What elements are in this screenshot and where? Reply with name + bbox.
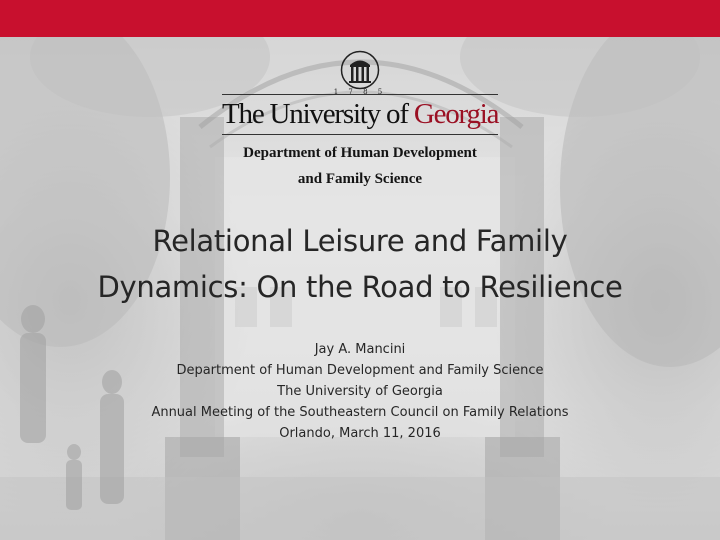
title-line-2: Dynamics: On the Road to Resilience [97, 270, 623, 304]
arch-icon [340, 50, 380, 90]
presenter-university: The University of Georgia [277, 384, 443, 399]
department-line-2: and Family Science [297, 171, 423, 187]
university-logo [222, 50, 498, 140]
logo-rule-bottom [222, 134, 498, 135]
event-name: Annual Meeting of the Southeastern Council on Family Relations [151, 405, 569, 420]
event-place-date: Orlando, March 11, 2016 [279, 426, 441, 441]
title-line-1: Relational Leisure and Family [152, 224, 568, 258]
wordmark-red: Georgia [413, 98, 499, 130]
presenter-name: Jay A. Mancini [314, 342, 406, 357]
presenter-info [60, 339, 660, 444]
header-bar [0, 0, 720, 37]
founding-year: 1 7 8 5 [333, 88, 387, 96]
slide-title [30, 218, 690, 310]
wordmark-black: The University of [222, 98, 414, 130]
presenter-department: Department of Human Development and Family Science [176, 363, 544, 378]
university-wordmark [222, 96, 498, 132]
department-line-1: Department of Human Development [243, 145, 477, 161]
